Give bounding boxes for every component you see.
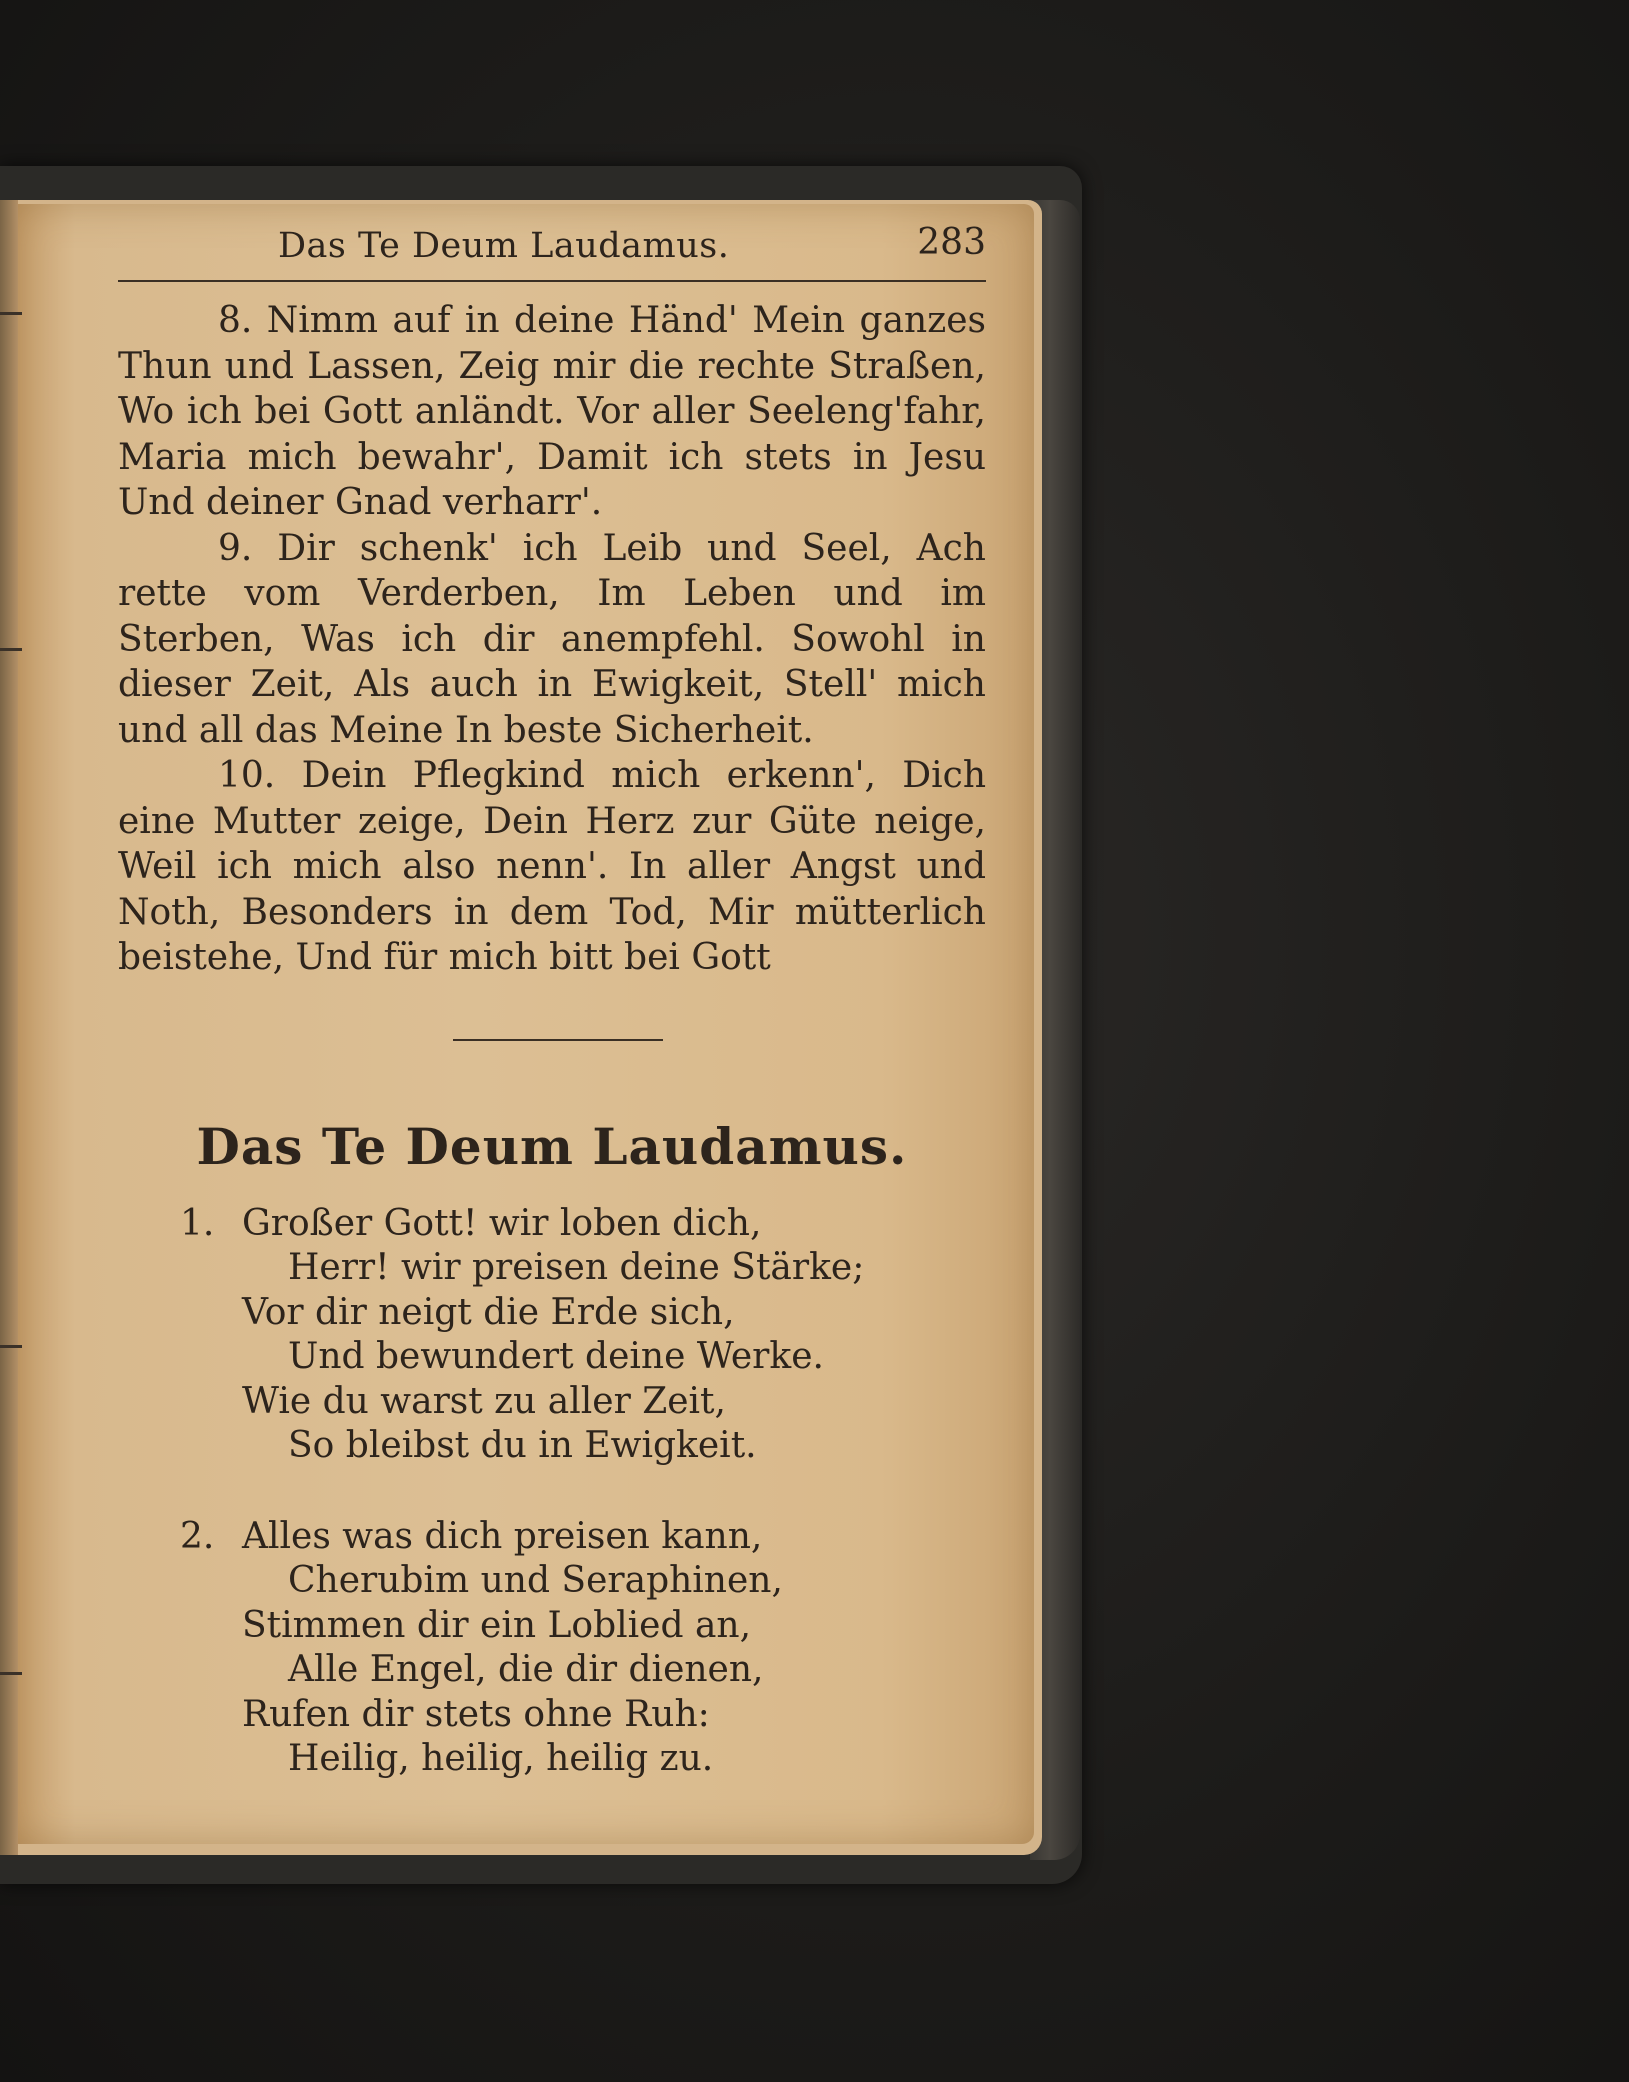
thread-mark <box>0 312 22 315</box>
verse-list <box>118 298 986 981</box>
stanza-line: So bleibst du in Ewigkeit. <box>288 1425 757 1466</box>
stanza-line: Vor dir neigt die Erde sich, <box>242 1291 735 1333</box>
stanza-line: Heilig, heilig, heilig zu. <box>288 1738 714 1779</box>
stanza-line: Großer Gott! wir loben dich, <box>242 1202 762 1244</box>
stanza-1 <box>118 1202 986 1469</box>
verse-9: 9. Dir schenk' ich Leib und Seel, Ach rette vom Verderben, Im Leben und im Sterben, Was ich dir anempfehl. Sowohl in dieser Zeit, Als auch in Ewigkeit, Stell' mich und all das Meine In beste Sicherheit. <box>118 527 986 751</box>
thread-mark <box>0 1345 22 1348</box>
stanza-line: Rufen dir stets ohne Ruh: <box>242 1693 710 1735</box>
stanza-line: Und bewundert deine Werke. <box>288 1336 824 1377</box>
thread-mark <box>0 1672 22 1675</box>
verse-8: 8. Nimm auf in deine Händ' Mein ganzes Thun und Lassen, Zeig mir die rechte Straßen, Wo ich bei Gott anländt. Vor aller Seeleng'fahr, Maria mich bewahr', Damit ich stets in Jesu Und deiner Gnad verharr'. <box>118 300 986 523</box>
hymn-title: Das Te Deum Laudamus. <box>196 1116 908 1176</box>
stanza-number: 1. <box>180 1202 215 1244</box>
thread-mark <box>0 648 22 651</box>
page-content <box>118 212 986 1782</box>
page-number: 283 <box>917 222 986 263</box>
stanza-lines <box>242 1515 986 1782</box>
stanza-line: Stimmen dir ein Loblied an, <box>242 1604 752 1646</box>
running-header <box>118 212 986 278</box>
header-rule <box>118 280 986 282</box>
stanza-line: Alles was dich preisen kann, <box>242 1515 763 1557</box>
section-divider <box>453 1039 663 1041</box>
running-head-title: Das Te Deum Laudamus. <box>278 226 730 266</box>
verse-10: 10. Dein Pflegkind mich erkenn', Dich eine Mutter zeige, Dein Herz zur Güte neige, Weil ich mich also nenn'. In aller Angst und Noth, Besonders in dem Tod, Mir mütterlich beistehe, Und für mich bitt bei Gott <box>118 755 986 978</box>
stanza-lines <box>242 1202 986 1469</box>
stanza-2 <box>118 1515 986 1782</box>
stanza-line: Cherubim und Seraphinen, <box>288 1560 783 1601</box>
stanza-line: Wie du warst zu aller Zeit, <box>242 1380 726 1422</box>
page-gutter <box>0 200 18 1855</box>
stanza-line: Alle Engel, die dir dienen, <box>288 1649 764 1690</box>
stanza-number: 2. <box>180 1515 215 1557</box>
stanza-line: Herr! wir preisen deine Stärke; <box>288 1247 865 1288</box>
